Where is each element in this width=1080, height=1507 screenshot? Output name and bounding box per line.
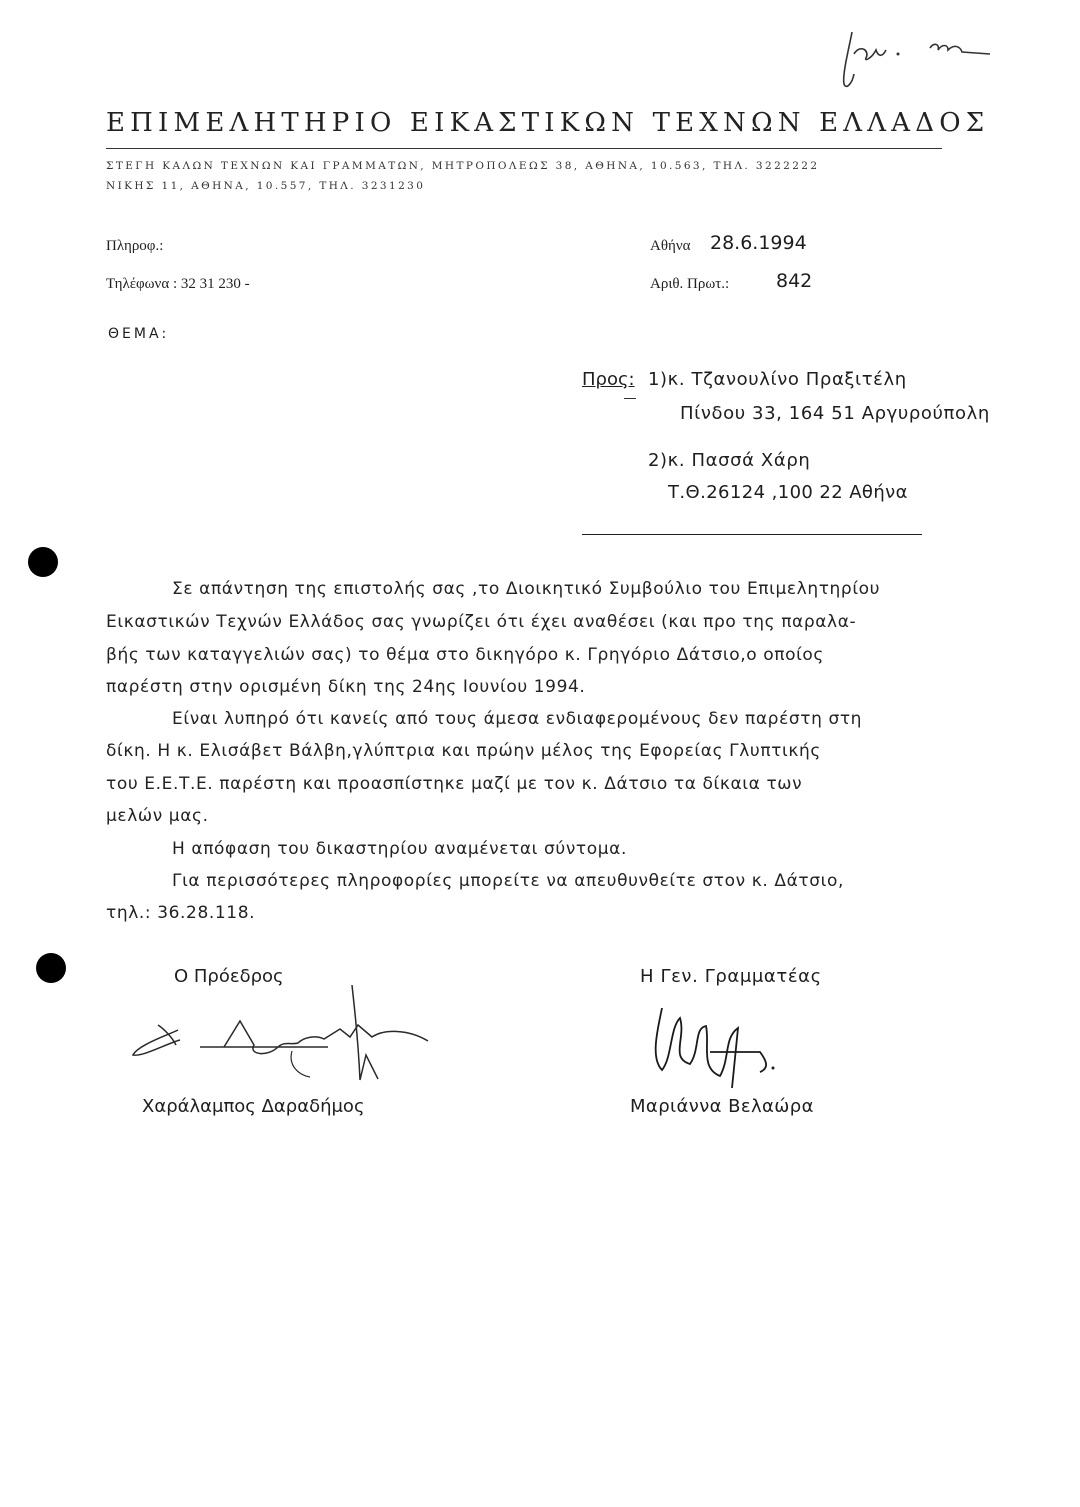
to-dash: [624, 398, 636, 399]
recipient-2-address: Τ.Θ.26124 ,100 22 Αθήνα: [668, 482, 908, 503]
handwritten-annotation: [830, 14, 1020, 94]
letterhead-address-line-1: ΣΤΕΓΗ ΚΑΛΩΝ ΤΕΧΝΩΝ ΚΑΙ ΓΡΑΜΜΑΤΩΝ, ΜΗΤΡΟΠΟΛΕΩΣ 38, ΑΘΗΝΑ, 10.563, ΤΗΛ. 3222222: [106, 160, 820, 172]
letterhead-divider: [106, 148, 942, 149]
to-label: Προς:: [582, 369, 635, 390]
president-signature: [128, 985, 448, 1085]
body-line: βής των καταγγελιών σας) το θέμα στο δικηγόρο κ. Γρηγόριο Δάτσιο,ο οποίος: [106, 645, 825, 665]
body-line: τηλ.: 36.28.118.: [106, 903, 256, 923]
signatory-left-title: Ο Πρόεδρος: [174, 966, 284, 987]
body-line: του Ε.Ε.Τ.Ε. παρέστη και προασπίστηκε μαζί με τον κ. Δάτσιο τα δίκαια των: [106, 774, 803, 794]
recipients-divider: [582, 534, 922, 535]
letterhead-address-line-2: ΝΙΚΗΣ 11, ΑΘΗΝΑ, 10.557, ΤΗΛ. 3231230: [106, 180, 426, 192]
letter-date: 28.6.1994: [710, 232, 807, 254]
body-line: Για περισσότερες πληροφορίες μπορείτε να απευθυνθείτε στον κ. Δάτσιο,: [172, 871, 844, 891]
recipient-1-address: Πίνδου 33, 164 51 Αργυρούπολη: [680, 403, 990, 424]
body-line: Η απόφαση του δικαστηρίου αναμένεται σύντομα.: [172, 839, 627, 859]
phone-label: Τηλέφωνα : 32 31 230 -: [106, 276, 250, 292]
secretary-signature: [640, 998, 800, 1094]
subject-label: ΘΕΜΑ:: [108, 326, 170, 342]
signatory-left-name: Χαράλαμπος Δαραδήμος: [142, 1096, 365, 1117]
signatory-right-title: Η Γεν. Γραμματέας: [640, 966, 822, 987]
protocol-label: Αριθ. Πρωτ.:: [650, 276, 730, 292]
punch-hole-bottom: [36, 953, 66, 983]
info-label: Πληροφ.:: [106, 238, 164, 254]
place-label: Αθήνα: [650, 238, 691, 254]
letterhead-title: ΕΠΙΜΕΛΗΤΗΡΙΟ ΕΙΚΑΣΤΙΚΩΝ ΤΕΧΝΩΝ ΕΛΛΑΔΟΣ: [106, 108, 990, 138]
body-line: δίκη. Η κ. Ελισάβετ Βάλβη,γλύπτρια και πρώην μέλος της Εφορείας Γλυπτικής: [106, 741, 821, 761]
protocol-number: 842: [776, 270, 813, 292]
recipient-1-name: 1)κ. Τζανουλίνο Πραξιτέλη: [648, 369, 907, 390]
signatory-right-name: Μαριάννα Βελαώρα: [630, 1096, 814, 1117]
punch-hole-top: [28, 547, 58, 577]
body-line: Σε απάντηση της επιστολής σας ,το Διοικητικό Συμβούλιο του Επιμελητηρίου: [172, 579, 881, 599]
body-line: μελών μας.: [106, 806, 209, 826]
body-line: παρέστη στην ορισμένη δίκη της 24ης Ιουνίου 1994.: [106, 677, 586, 697]
recipient-2-name: 2)κ. Πασσά Χάρη: [648, 450, 811, 471]
body-line: Είναι λυπηρό ότι κανείς από τους άμεσα ενδιαφερομένους δεν παρέστη στη: [172, 709, 863, 729]
body-line: Εικαστικών Τεχνών Ελλάδος σας γνωρίζει ότι έχει αναθέσει (και προ της παραλα-: [106, 612, 857, 632]
